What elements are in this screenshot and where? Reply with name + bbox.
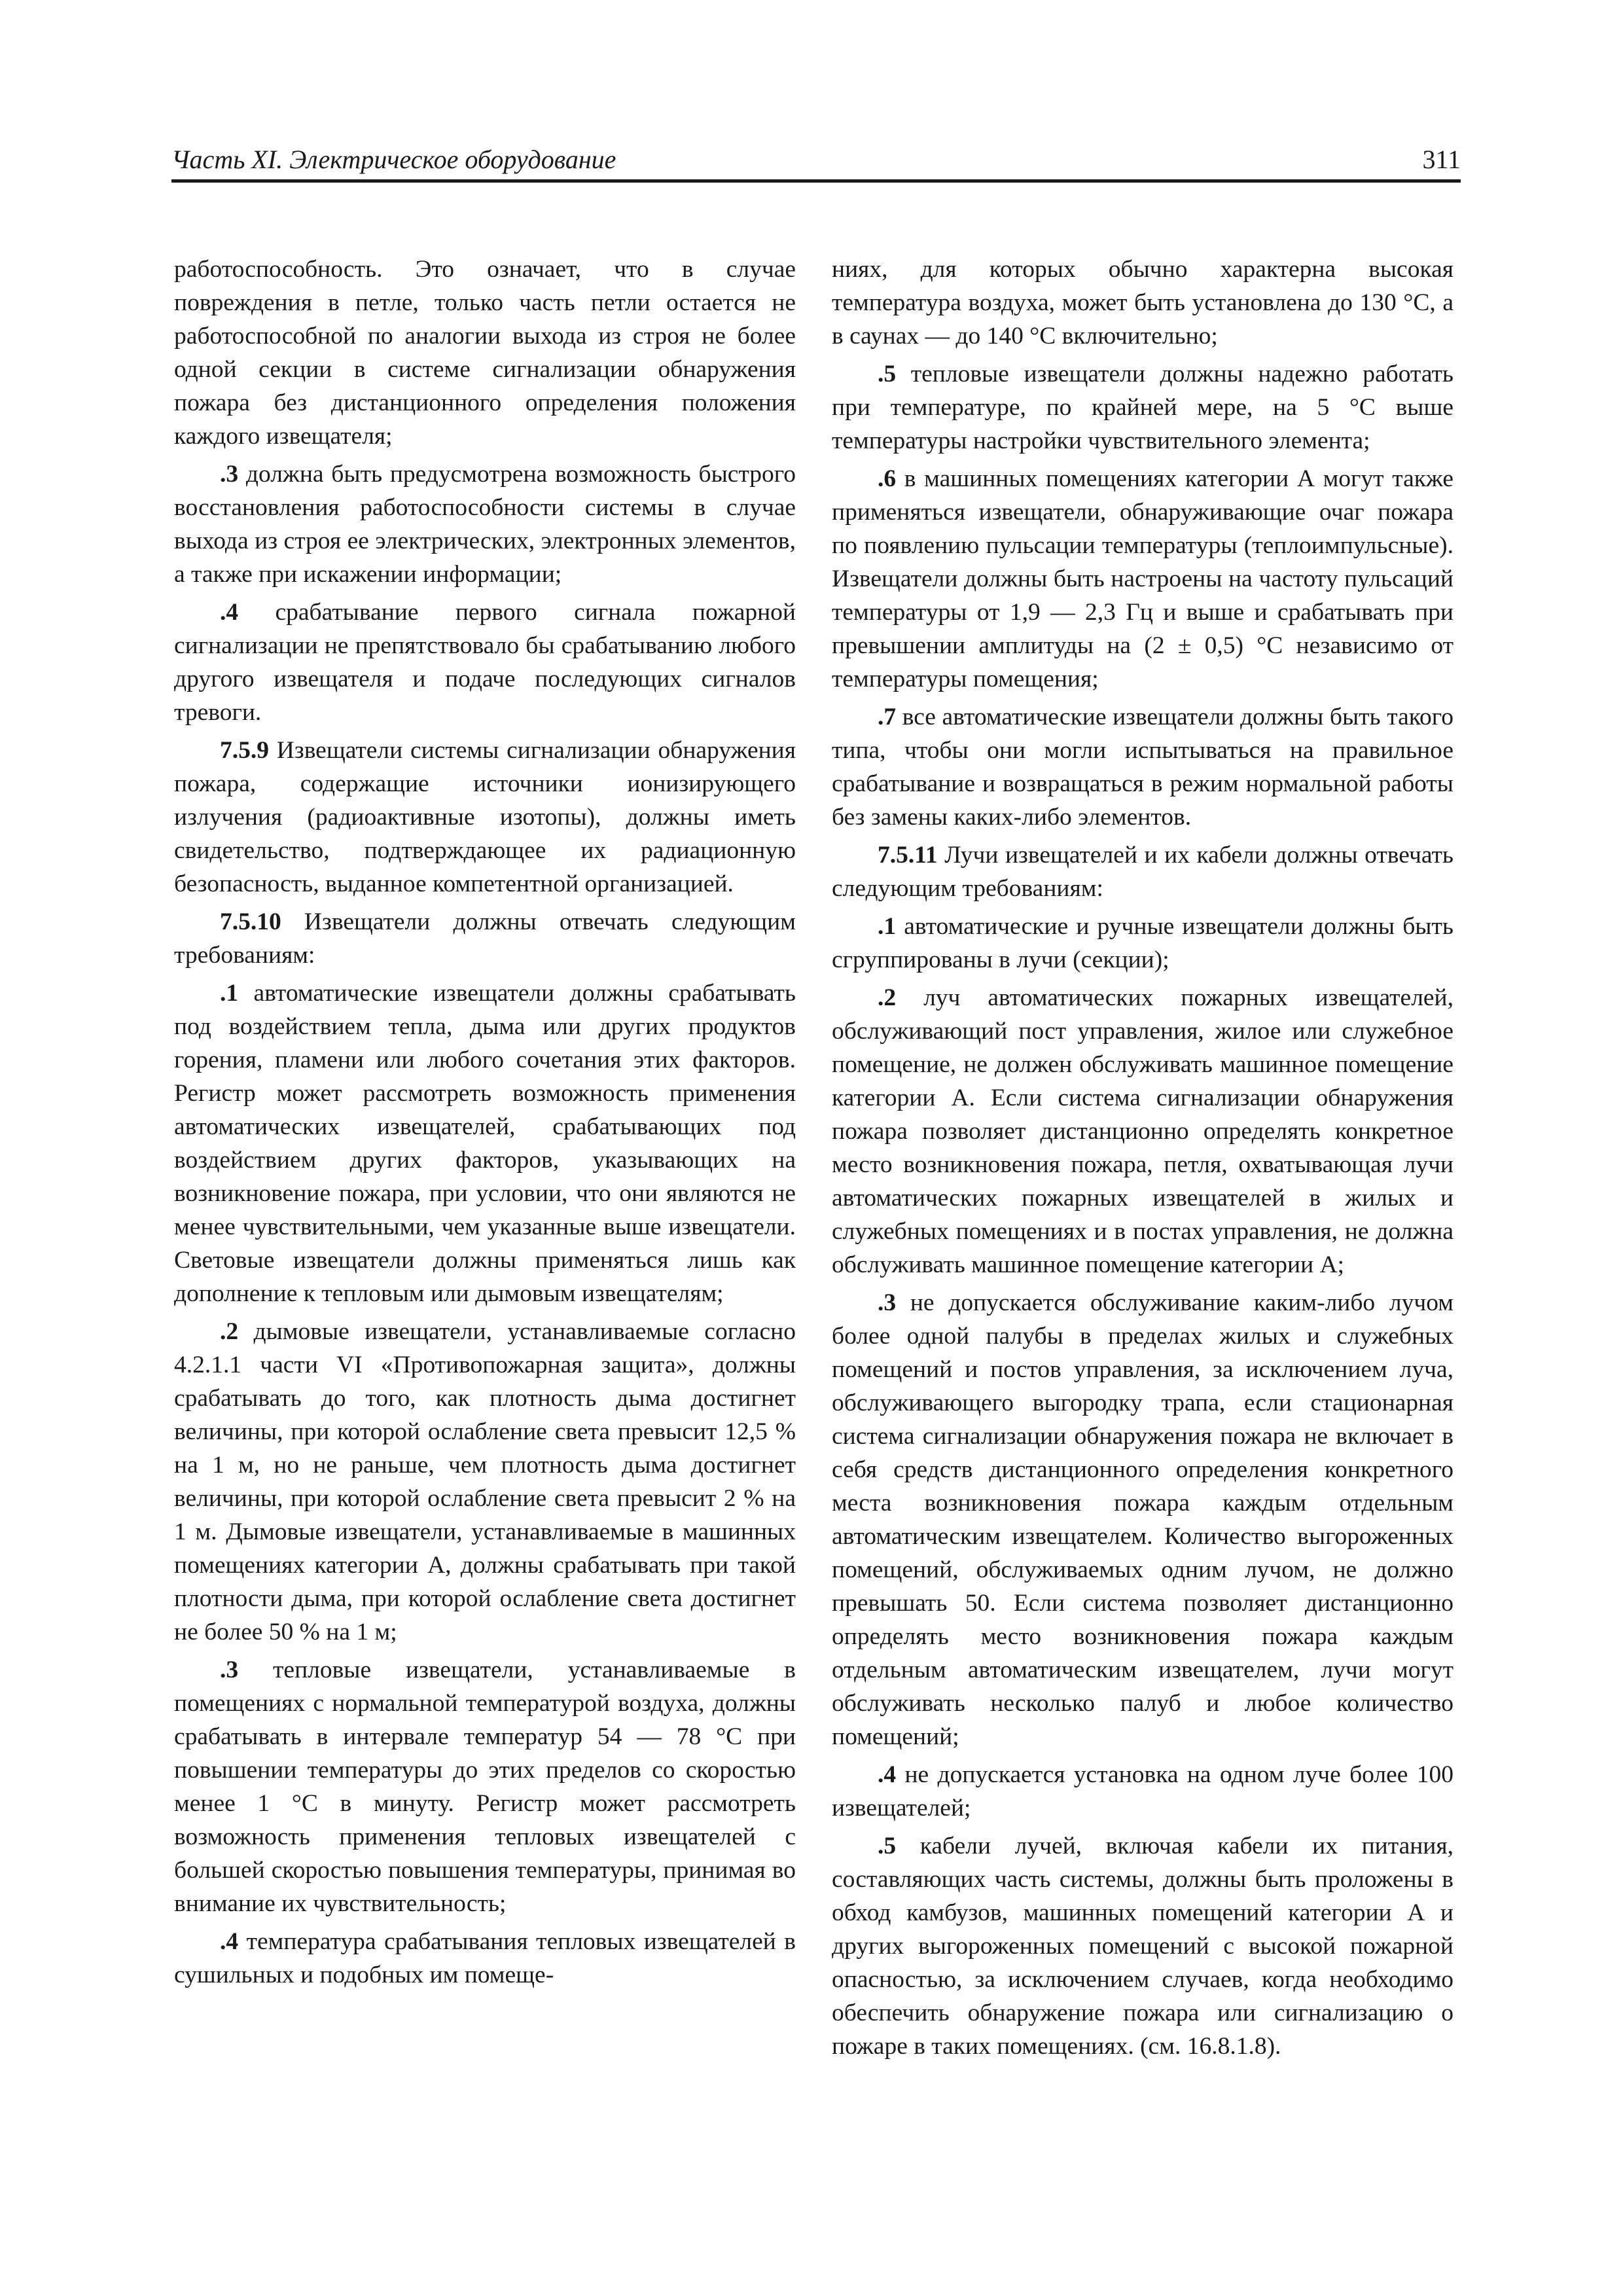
paragraph-text: кабели лучей, включая кабели их питания, составляющих часть системы, должны быть проложены в обход камбузов, машинных помещений категории А и других выгороженных помещений с высокой пожарной опасностью, за исключением случаев, когда необходимо обеспечить обнаружение пожара или сигнализацию о пожаре в таких помещениях. (см. 16.8.1.8). [832,1833,1454,2060]
paragraph-text: тепловые извещатели должны надежно работать при температуре, по крайней мере, на 5 °С выше температуры настройки чувствительного элемента; [832,361,1454,454]
paragraph-text: Извещатели должны отвечать следующим требованиям: [174,908,796,969]
clause-number: 7.5.11 [878,842,938,869]
paragraph-text: не допускается обслуживание каким-либо лучом более одной палубы в пределах жилых и служебных помещений и постов управления, за исключением луча, обслуживающего выгородку трапа, если стационарная система сигнализации обнаружения пожара не включает в себя средств дистанционного определения конкретного места возникновения пожара каждым отдельным автоматическим извещателем. Количество выгороженных помещений, обслуживаемых одним лучом, не должно превышать 50. Если система позволяет дистанционно определять место возникновения пожара каждым отдельным автоматическим извещателем, лучи могут обслуживать несколько палуб и любое количество помещений; [832,1289,1454,1750]
paragraph [832,700,1454,834]
paragraph-text: Лучи извещателей и их кабели должны отвечать следующим требованиям: [832,842,1454,902]
paragraph-text: дымовые извещатели, устанавливаемые согласно 4.2.1.1 части VI «Противопожарная защита», должны срабатывать до того, как плотность дыма достигнет величины, при которой ослабление света превысит 12,5 % на 1 м, но не раньше, чем плотность дыма достигнет величины, при которой ослабление света превысит 2 % на 1 м. Дымовые извещатели, устанавливаемые в машинных помещениях категории А, должны срабатывать при такой плотности дыма, при которой ослабление света достигнет не более 50 % на 1 м; [174,1318,796,1645]
paragraph [832,910,1454,977]
paragraph-text: должна быть предусмотрена возможность быстрого восстановления работоспособности системы в случае выхода из строя ее электрических, электронных элементов, а также при искажении информации; [174,461,796,588]
item-number: .5 [878,361,897,387]
paragraph [832,253,1454,353]
running-header [171,143,1461,183]
paragraph-text: все автоматические извещатели должны быть такого типа, чтобы они могли испытываться на правильное срабатывание и возвращаться в режим нормальной работы без замены каких-либо элементов. [832,704,1454,831]
item-number: .6 [878,465,897,492]
clause-number: 7.5.9 [220,737,269,764]
item-number: .4 [220,1928,239,1955]
paragraph [832,462,1454,696]
paragraph-text: срабатывание первого сигнала пожарной сигнализации не препятствовало бы срабатыванию любого другого извещателя и подаче последующих сигналов тревоги. [174,599,796,726]
item-number: .4 [220,599,239,626]
paragraph [832,981,1454,1282]
paragraph [832,838,1454,905]
right-column [832,253,1454,2068]
paragraph-text: автоматические извещатели должны срабатывать под воздействием тепла, дыма или других продуктов горения, пламени или любого сочетания этих факторов. Регистр может рассмотреть возможность применения автоматических извещателей, срабатывающих под воздействием других факторов, указывающих на возникновение пожара, при условии, что они являются не менее чувствительными, чем указанные выше извещатели. Световые извещатели должны применяться лишь как дополнение к тепловым или дымовым извещателям; [174,980,796,1307]
paragraph-text: температура срабатывания тепловых извещателей в сушильных и подобных им помеще- [174,1928,796,1988]
item-number: .7 [878,704,897,730]
page-number: 311 [1422,145,1461,174]
left-column [174,253,796,1996]
item-number: .4 [878,1761,897,1788]
paragraph-text: не допускается установка на одном луче более 100 извещателей; [832,1761,1454,1821]
paragraph [174,1925,796,1992]
paragraph [832,357,1454,457]
paragraph-text: автоматические и ручные извещатели должны быть сгруппированы в лучи (секции); [832,913,1454,973]
paragraph-text: Извещатели системы сигнализации обнаружения пожара, содержащие источники ионизирующего излучения (радиоактивные изотопы), должны иметь свидетельство, подтверждающее их радиационную безопасность, выданное компетентной организацией. [174,737,796,897]
header-title: Часть XI. Электрическое оборудование [171,145,616,174]
item-number: .3 [220,1657,239,1683]
paragraph [174,253,796,453]
item-number: .1 [878,913,897,940]
item-number: .2 [878,984,897,1011]
paragraph-text: луч автоматических пожарных извещателей, обслуживающий пост управления, жилое или служебное помещение, не должен обслуживать машинное помещение категории А. Если система сигнализации обнаружения пожара позволяет дистанционно определять конкретное место возникновения пожара, петля, охватывающая лучи автоматических пожарных извещателей в жилых и служебных помещениях и в постах управления, не должна обслуживать машинное помещение категории А; [832,984,1454,1278]
item-number: .3 [878,1289,897,1316]
paragraph [174,905,796,972]
paragraph [174,977,796,1310]
paragraph-text: работоспособность. Это означает, что в случае повреждения в петле, только часть петли остается не работоспособной по аналогии выхода из строя не более одной секции в системе сигнализации обнаружения пожара без дистанционного определения положения каждого извещателя; [174,256,796,450]
paragraph [832,1829,1454,2063]
paragraph-text: в машинных помещениях категории А могут также применяться извещатели, обнаруживающие очаг пожара по появлению пульсации температуры (теплоимпульсные). Извещатели должны быть настроены на частоту пульсаций температуры от 1,9 — 2,3 Гц и выше и срабатывать при превышении амплитуды на (2 ± 0,5) °С независимо от температуры помещения; [832,465,1454,692]
item-number: .3 [220,461,239,488]
paragraph [832,1758,1454,1825]
item-number: .1 [220,980,239,1007]
paragraph [174,1653,796,1920]
paragraph-text: тепловые извещатели, устанавливаемые в помещениях с нормальной температурой воздуха, должны срабатывать в интервале температур 54 — 78 °С при повышении температуры до этих пределов со скоростью менее 1 °С в минуту. Регистр может рассмотреть возможность применения тепловых извещателей с большей скоростью повышения температуры, принимая во внимание их чувствительность; [174,1657,796,1917]
paragraph-text: ниях, для которых обычно характерна высокая температура воздуха, может быть установлена до 130 °С, а в саунах — до 140 °С включительно; [832,256,1454,350]
paragraph [174,1315,796,1649]
clause-number: 7.5.10 [220,908,281,935]
item-number: .5 [878,1833,897,1859]
paragraph [174,457,796,591]
paragraph [174,596,796,729]
paragraph [832,1286,1454,1753]
paragraph [174,734,796,901]
item-number: .2 [220,1318,239,1345]
